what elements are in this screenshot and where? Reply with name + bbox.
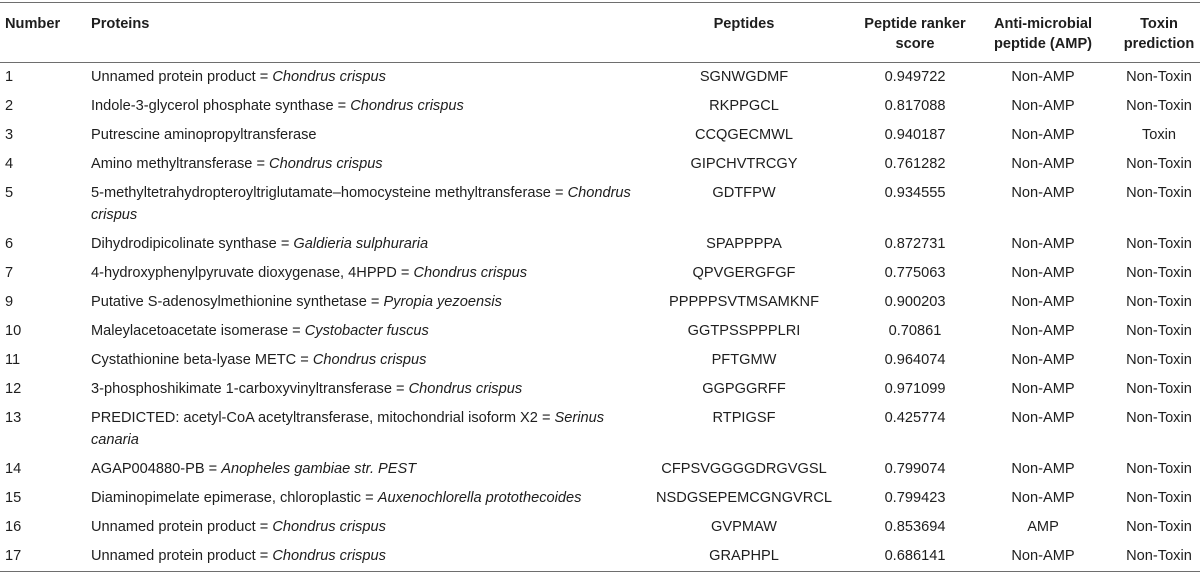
row-toxin: Non-Toxin — [1126, 410, 1192, 426]
table-row — [0, 455, 1200, 484]
row-toxin: Non-Toxin — [1126, 185, 1192, 201]
protein-name: Amino methyltransferase = — [91, 156, 270, 172]
row-protein — [82, 484, 635, 513]
protein-name: Indole-3-glycerol phosphate synthase = — [91, 98, 351, 114]
table-row — [0, 317, 1200, 346]
row-toxin: Non-Toxin — [1126, 490, 1192, 506]
protein-name: 4-hydroxyphenylpyruvate dioxygenase, 4HPPD = — [91, 265, 414, 281]
row-toxin: Non-Toxin — [1126, 548, 1192, 564]
table-row — [0, 179, 1200, 230]
row-amp: Non-AMP — [1011, 69, 1075, 85]
row-score: 0.761282 — [884, 156, 946, 172]
table-row — [0, 375, 1200, 404]
row-protein — [82, 317, 635, 346]
organism-name: Serinus canaria — [91, 410, 605, 448]
protein-name: PREDICTED: acetyl-CoA acetyltransferase, mitochondrial isoform X2 = — [91, 410, 555, 426]
row-peptide: NSDGSEPEMCGNGVRCL — [656, 490, 832, 506]
row-protein — [82, 542, 635, 572]
organism-name: Chondrus crispus — [272, 548, 386, 564]
header-peptides: Peptides — [713, 16, 775, 32]
table-row — [0, 230, 1200, 259]
row-peptide: GVPMAW — [711, 519, 777, 535]
table-row — [0, 346, 1200, 375]
protein-name: Unnamed protein product = — [91, 69, 273, 85]
table-row — [0, 484, 1200, 513]
peptide-table — [0, 2, 1200, 572]
row-peptide: GRAPHPL — [709, 548, 779, 564]
organism-name: Auxenochlorella protothecoides — [377, 490, 582, 506]
row-peptide: RKPPGCL — [709, 98, 779, 114]
organism-name: Chondrus crispus — [413, 265, 528, 281]
header-toxin: Toxin prediction — [1123, 16, 1195, 52]
row-toxin: Toxin — [1141, 127, 1177, 143]
table-row — [0, 63, 1200, 93]
row-protein — [82, 230, 635, 259]
table-row — [0, 542, 1200, 572]
row-amp: Non-AMP — [1011, 156, 1075, 172]
row-score: 0.934555 — [884, 185, 946, 201]
row-score: 0.799423 — [884, 490, 946, 506]
row-amp: Non-AMP — [1011, 236, 1075, 252]
row-score: 0.971099 — [884, 381, 946, 397]
row-protein — [82, 63, 635, 93]
row-toxin: Non-Toxin — [1126, 294, 1192, 310]
row-score: 0.686141 — [884, 548, 946, 564]
table-row — [0, 404, 1200, 455]
row-number: 7 — [5, 265, 14, 281]
organism-name: Chondrus crispus — [269, 156, 383, 172]
protein-name: 5-methyltetrahydropteroyltriglutamate–homocysteine methyltransferase = — [91, 185, 568, 201]
row-number: 10 — [5, 323, 22, 339]
row-peptide: GGTPSSPPPLRI — [687, 323, 801, 339]
organism-name: Anopheles gambiae str. PEST — [221, 461, 417, 477]
organism-name: Chondrus crispus — [408, 381, 523, 397]
row-number: 13 — [5, 410, 22, 426]
table-row — [0, 121, 1200, 150]
row-amp: Non-AMP — [1011, 410, 1075, 426]
row-score: 0.817088 — [884, 98, 946, 114]
row-protein — [82, 346, 635, 375]
row-toxin: Non-Toxin — [1126, 381, 1192, 397]
row-number: 3 — [5, 127, 14, 143]
row-peptide: CCQGECMWL — [694, 127, 794, 143]
header-score: Peptide ranker score — [864, 16, 966, 52]
protein-name: 3-phosphoshikimate 1-carboxyvinyltransferase = — [91, 381, 409, 397]
row-amp: Non-AMP — [1011, 294, 1075, 310]
row-score: 0.425774 — [884, 410, 946, 426]
row-amp: Non-AMP — [1011, 490, 1075, 506]
row-amp: Non-AMP — [1011, 548, 1075, 564]
row-score: 0.775063 — [884, 265, 946, 281]
row-peptide: PFTGMW — [711, 352, 777, 368]
protein-name: Maleylacetoacetate isomerase = — [91, 323, 305, 339]
row-toxin: Non-Toxin — [1126, 323, 1192, 339]
row-peptide: CFPSVGGGGDRGVGSL — [661, 461, 827, 477]
row-amp: Non-AMP — [1011, 352, 1075, 368]
row-peptide: RTPIGSF — [712, 410, 776, 426]
row-score: 0.949722 — [884, 69, 946, 85]
row-peptide: SPAPPPPA — [706, 236, 782, 252]
row-protein — [82, 259, 635, 288]
header-amp: Anti-microbial peptide (AMP) — [993, 16, 1093, 52]
row-protein — [82, 375, 635, 404]
row-protein — [82, 455, 635, 484]
row-protein — [82, 513, 635, 542]
row-amp: Non-AMP — [1011, 381, 1075, 397]
row-amp: Non-AMP — [1011, 323, 1075, 339]
row-number: 9 — [5, 294, 14, 310]
row-peptide: QPVGERGFGF — [692, 265, 796, 281]
row-amp: Non-AMP — [1011, 461, 1075, 477]
table-row — [0, 259, 1200, 288]
row-score: 0.853694 — [884, 519, 946, 535]
header-number: Number — [5, 16, 61, 32]
table-row — [0, 92, 1200, 121]
protein-name: Unnamed protein product = — [91, 519, 273, 535]
row-number: 6 — [5, 236, 14, 252]
row-number: 1 — [5, 69, 14, 85]
protein-name: Dihydrodipicolinate synthase = — [91, 236, 294, 252]
organism-name: Pyropia yezoensis — [383, 294, 502, 310]
row-number: 17 — [5, 548, 22, 564]
row-toxin: Non-Toxin — [1126, 352, 1192, 368]
protein-name: AGAP004880-PB = — [91, 461, 222, 477]
row-amp: Non-AMP — [1011, 185, 1075, 201]
row-amp: AMP — [1027, 519, 1059, 535]
table-row — [0, 150, 1200, 179]
row-toxin: Non-Toxin — [1126, 156, 1192, 172]
row-score: 0.900203 — [884, 294, 946, 310]
table-row — [0, 513, 1200, 542]
row-amp: Non-AMP — [1011, 127, 1075, 143]
row-score: 0.940187 — [884, 127, 946, 143]
row-number: 14 — [5, 461, 22, 477]
row-amp: Non-AMP — [1011, 98, 1075, 114]
organism-name: Galdieria sulphuraria — [293, 236, 429, 252]
table-body — [0, 63, 1200, 572]
row-number: 16 — [5, 519, 22, 535]
protein-name: Diaminopimelate epimerase, chloroplastic = — [91, 490, 378, 506]
organism-name: Chondrus crispus — [272, 69, 386, 85]
row-toxin: Non-Toxin — [1126, 98, 1192, 114]
protein-name: Putative S-adenosylmethionine synthetase = — [91, 294, 384, 310]
row-toxin: Non-Toxin — [1126, 236, 1192, 252]
row-toxin: Non-Toxin — [1126, 265, 1192, 281]
row-protein — [82, 288, 635, 317]
table-row — [0, 288, 1200, 317]
row-peptide: GIPCHVTRCGY — [690, 156, 798, 172]
row-protein — [82, 404, 635, 455]
protein-name: Cystathionine beta-lyase METC = — [91, 352, 313, 368]
row-number: 15 — [5, 490, 22, 506]
row-amp: Non-AMP — [1011, 265, 1075, 281]
organism-name: Chondrus crispus — [312, 352, 427, 368]
row-number: 12 — [5, 381, 22, 397]
row-number: 4 — [5, 156, 14, 172]
row-protein — [82, 150, 635, 179]
organism-name: Cystobacter fuscus — [304, 323, 429, 339]
row-peptide: SGNWGDMF — [699, 69, 789, 85]
row-protein — [82, 92, 635, 121]
row-toxin: Non-Toxin — [1126, 519, 1192, 535]
protein-name: Unnamed protein product = — [91, 548, 273, 564]
row-score: 0.799074 — [884, 461, 946, 477]
row-number: 5 — [5, 185, 14, 201]
table-header — [0, 3, 1200, 63]
row-protein — [82, 121, 635, 150]
organism-name: Chondrus crispus — [350, 98, 464, 114]
protein-name: Putrescine aminopropyltransferase — [91, 127, 317, 143]
header-row — [0, 3, 1200, 63]
row-score: 0.964074 — [884, 352, 946, 368]
row-score: 0.70861 — [888, 323, 942, 339]
row-peptide: GGPGGRFF — [702, 381, 786, 397]
organism-name: Chondrus crispus — [91, 185, 631, 223]
row-number: 11 — [5, 352, 21, 368]
organism-name: Chondrus crispus — [272, 519, 386, 535]
header-proteins: Proteins — [91, 16, 150, 32]
row-toxin: Non-Toxin — [1126, 69, 1192, 85]
row-number: 2 — [5, 98, 14, 114]
row-score: 0.872731 — [884, 236, 946, 252]
row-peptide: PPPPPSVTMSAMKNF — [668, 294, 820, 310]
row-toxin: Non-Toxin — [1126, 461, 1192, 477]
row-peptide: GDTFPW — [712, 185, 776, 201]
row-protein — [82, 179, 635, 230]
